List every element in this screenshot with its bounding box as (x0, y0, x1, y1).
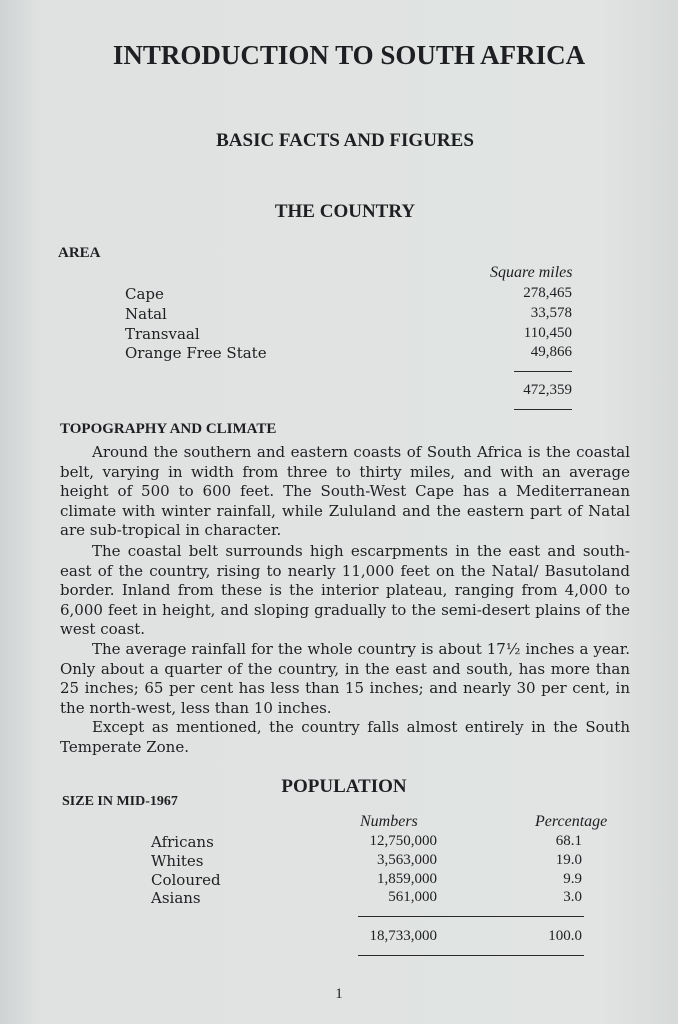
population-row-percent: 68.1 (555, 833, 582, 849)
area-row-name: Orange Free State (125, 344, 267, 362)
population-row-name: Africans (151, 833, 214, 851)
topography-heading: TOPOGRAPHY AND CLIMATE (60, 421, 277, 437)
population-heading: POPULATION (281, 776, 407, 797)
paragraph: The coastal belt surrounds high escarpments in the east and south-east of the country, rising to nearly 11,000 feet on the Natal/ Basutoland border. Inland from these is the interior plateau, ranging from 4,000 to 6,000 feet in height, and sloping gradually to the semi-desert plains of the west coast. (60, 542, 630, 639)
population-row-number: 1,859,000 (377, 871, 437, 887)
area-row-value: 33,578 (530, 305, 572, 321)
paragraph: Except as mentioned, the country falls almost entirely in the South Temperate Zone. (60, 718, 630, 756)
population-row-name: Asians (151, 889, 201, 907)
area-row-value: 49,866 (530, 344, 572, 360)
column-header-numbers: Numbers (360, 813, 418, 830)
area-unit-header: Square miles (490, 264, 573, 281)
population-row-percent: 19.0 (555, 852, 582, 868)
area-row-name: Cape (125, 285, 164, 303)
population-total-rule-bottom (358, 955, 584, 956)
area-total-value: 472,359 (523, 382, 572, 398)
area-row-value: 110,450 (523, 325, 572, 341)
area-row-name: Natal (125, 305, 167, 323)
area-total-rule-bottom (514, 409, 572, 410)
paragraph: Around the southern and eastern coasts of South Africa is the coastal belt, varying in width from three to thirty miles, and with an average height of 500 to 600 feet. The South-West Cape has a Mediterranean climate with winter rainfall, while Zululand and the eastern part of Natal are sub-tropical in character. (60, 443, 630, 540)
area-heading: AREA (58, 245, 101, 261)
population-row-name: Coloured (151, 871, 221, 889)
population-total-rule-top (358, 916, 584, 917)
area-row-value: 278,465 (523, 285, 572, 301)
population-total-percent: 100.0 (548, 928, 582, 944)
page-title: INTRODUCTION TO SOUTH AFRICA (112, 40, 586, 70)
area-total-rule-top (514, 371, 572, 372)
population-row-number: 3,563,000 (377, 852, 437, 868)
paragraph: The average rainfall for the whole country is about 17½ inches a year. Only about a quarter of the country, in the east and south, has more than 25 inches; 65 per cent has less than 15 inches; and nearly 30 per cent, in the north-west, less than 10 inches. (60, 640, 630, 717)
population-row-percent: 9.9 (563, 871, 582, 887)
population-row-number: 12,750,000 (369, 833, 437, 849)
population-subheading: SIZE IN MID-1967 (62, 794, 178, 809)
population-total-number: 18,733,000 (369, 928, 437, 944)
page-number: 1 (335, 986, 343, 1002)
population-row-name: Whites (151, 852, 204, 870)
section-title-country: THE COUNTRY (274, 201, 416, 222)
column-header-percentage: Percentage (535, 813, 608, 830)
population-row-percent: 3.0 (563, 889, 582, 905)
area-row-name: Transvaal (125, 325, 200, 343)
subtitle: BASIC FACTS AND FIGURES (216, 130, 474, 151)
population-row-number: 561,000 (388, 889, 437, 905)
